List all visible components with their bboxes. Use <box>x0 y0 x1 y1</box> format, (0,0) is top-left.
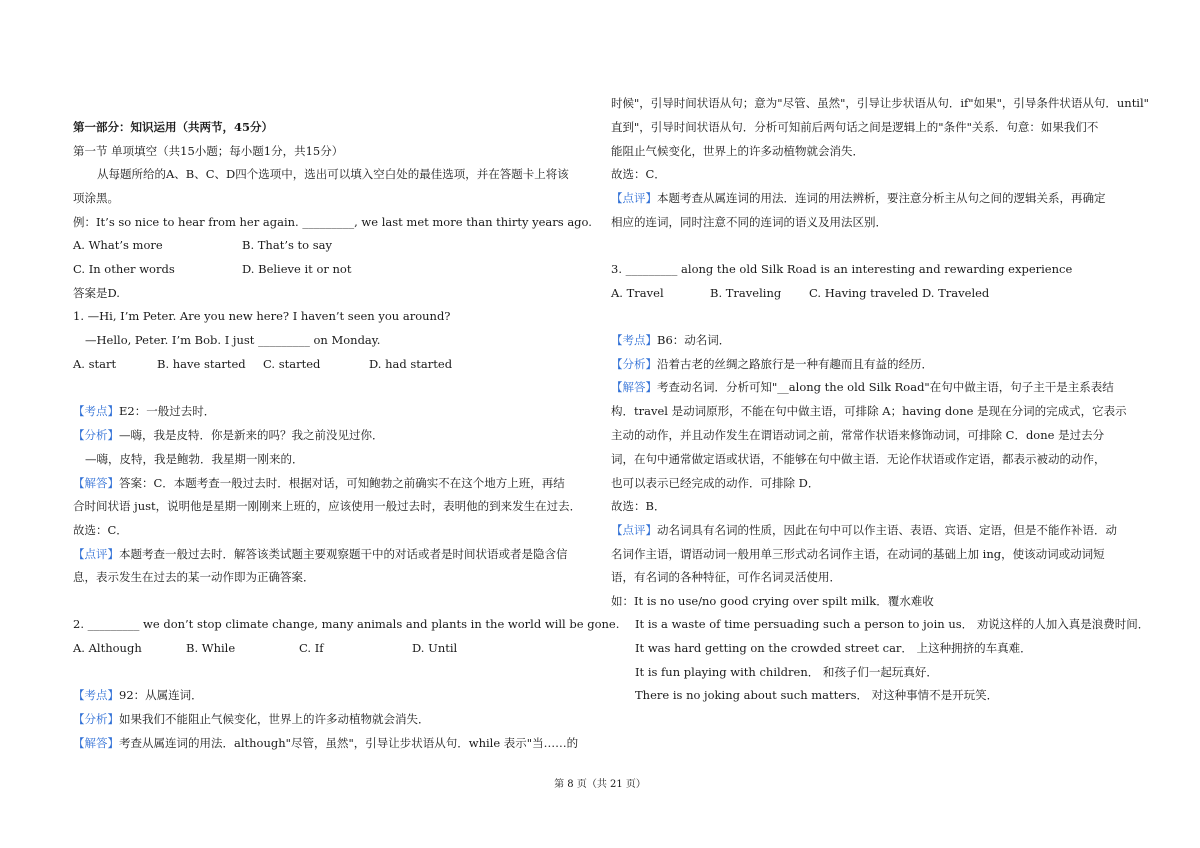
kaodian-tag: 【考点】 <box>73 688 119 702</box>
q1-stem-line-2: —Hello, Peter. I’m Bob. I just _________ on Monday. <box>85 333 381 347</box>
q1-fenxi-line-2: —嗨，皮特，我是鲍勃．我星期一刚来的． <box>85 452 304 466</box>
example-option-d: D. Believe it or not <box>242 262 352 276</box>
jieda-tag: 【解答】 <box>73 476 119 490</box>
jieda-tag: 【解答】 <box>611 380 657 394</box>
q3-option-d: D. Traveled <box>922 286 990 300</box>
dianping-tag: 【点评】 <box>611 523 657 537</box>
jieda-tag: 【解答】 <box>73 736 119 750</box>
q2-dianping-line-2: 相应的连词，同时注意不同的连词的语义及用法区别． <box>611 215 887 229</box>
q3-example-3: It was hard getting on the crowded street car． 上这种拥挤的车真难． <box>635 641 1032 655</box>
instructions-line-1: 从每题所给的A、B、C、D四个选项中，选出可以填入空白处的最佳选项，并在答题卡上将该 <box>97 167 569 181</box>
q3-stem: 3. _________ along the old Silk Road is an interesting and rewarding experience <box>611 262 1073 276</box>
q1-jieda-line-2: 合时间状语 just，说明他是星期一刚刚来上班的，应该使用一般过去时，表明他的到来发生在过去． <box>73 499 582 513</box>
q3-option-b: B. Traveling <box>710 286 782 300</box>
q1-dianping: 【点评】本题考查一般过去时．解答该类试题主要观察题干中的对话或者是时间状语或者是隐含信 <box>73 547 568 561</box>
q1-option-a: A. start <box>73 357 117 371</box>
q3-fenxi: 【分析】沿着古老的丝绸之路旅行是一种有趣而且有益的经历． <box>611 357 933 371</box>
q1-option-c: C. started <box>263 357 321 371</box>
q3-example-4: It is fun playing with children． 和孩子们一起玩真好． <box>635 665 938 679</box>
q2-option-d: D. Until <box>412 641 458 655</box>
q2-option-a: A. Although <box>73 641 142 655</box>
fenxi-tag: 【分析】 <box>611 357 657 371</box>
kaodian-tag: 【考点】 <box>73 404 119 418</box>
example-answer: 答案是D. <box>73 286 120 300</box>
q1-jieda: 【解答】答案：C．本题考查一般过去时．根据对话，可知鲍勃之前确实不在这个地方上班，再结 <box>73 476 565 490</box>
q1-jieda-line-3: 故选：C． <box>73 523 128 537</box>
q3-example-5: There is no joking about such matters． 对这种事情不是开玩笑． <box>635 688 999 702</box>
q3-option-c: C. Having traveled <box>809 286 919 300</box>
example-option-c: C. In other words <box>73 262 175 276</box>
q2-dianping: 【点评】本题考查从属连词的用法．连词的用法辨析，要注意分析主从句之间的逻辑关系，再确定 <box>611 191 1106 205</box>
example-option-b: B. That’s to say <box>242 238 332 252</box>
q3-jieda: 【解答】考查动名词．分析可知"__along the old Silk Road"在句中做主语，句子主干是主系表结 <box>611 380 1114 394</box>
q3-dianping-line-2: 名词作主语，谓语动词一般用单三形式动名词作主语，在动词的基础上加 ing，使该动词或动词短 <box>611 547 1105 561</box>
section-title: 第一部分：知识运用（共两节，45分） <box>73 120 274 134</box>
dianping-tag: 【点评】 <box>611 191 657 205</box>
q1-stem-line-1: 1. —Hi, I’m Peter. Are you new here? I haven’t seen you around? <box>73 309 451 323</box>
q2-option-c: C. If <box>299 641 324 655</box>
q3-jieda-line-2: 构．travel 是动词原形，不能在句中做主语，可排除 A；having done 是现在分词的完成式，它表示 <box>611 404 1127 418</box>
kaodian-tag: 【考点】 <box>611 333 657 347</box>
q1-fenxi: 【分析】—嗨，我是皮特．你是新来的吗？我之前没见过你． <box>73 428 384 442</box>
fenxi-tag: 【分析】 <box>73 428 119 442</box>
q2-jieda-cont-line-1: 时候"，引导时间状语从句；意为"尽管、虽然"，引导让步状语从句．if"如果"，引导条件状语从句．until" <box>611 96 1149 110</box>
q1-option-d: D. had started <box>369 357 453 371</box>
q3-kaodian: 【考点】B6：动名词． <box>611 333 731 347</box>
q1-option-b: B. have started <box>157 357 246 371</box>
q2-fenxi: 【分析】如果我们不能阻止气候变化，世界上的许多动植物就会消失． <box>73 712 430 726</box>
q2-jieda: 【解答】考查从属连词的用法．although"尽管，虽然"，引导让步状语从句．while 表示"当……的 <box>73 736 579 750</box>
q2-jieda-cont-line-4: 故选：C． <box>611 167 666 181</box>
subsection-title: 第一节 单项填空（共15小题；每小题1分，共15分） <box>73 144 344 158</box>
q3-dianping-line-3: 语，有名词的各种特征，可作名词灵活使用． <box>611 570 841 584</box>
example-option-a: A. What’s more <box>73 238 163 252</box>
q3-jieda-line-6: 故选：B． <box>611 499 666 513</box>
dianping-tag: 【点评】 <box>73 547 119 561</box>
page-footer: 第 8 页（共 21 页） <box>554 779 646 790</box>
q1-kaodian: 【考点】E2：一般过去时． <box>73 404 216 418</box>
q3-option-a: A. Travel <box>611 286 664 300</box>
fenxi-tag: 【分析】 <box>73 712 119 726</box>
example-stem: 例：It’s so nice to hear from her again. _________, we last met more than thirty years ago. <box>73 215 592 229</box>
q3-jieda-line-4: 词，在句中通常做定语或状语，不能够在句中做主语．无论作状语或作定语，都表示被动的动作， <box>611 452 1106 466</box>
q3-example-2: It is a waste of time persuading such a person to join us． 劝说这样的人加入真是浪费时间． <box>635 617 1150 631</box>
q1-dianping-line-2: 息，表示发生在过去的某一动作即为正确答案． <box>73 570 315 584</box>
q3-jieda-line-3: 主动的动作，并且动作发生在谓语动词之前，常常作状语来修饰动词，可排除 C．done 是过去分 <box>611 428 1105 442</box>
q3-dianping: 【点评】动名词具有名词的性质，因此在句中可以作主语、表语、宾语、定语，但是不能作补语．动 <box>611 523 1117 537</box>
q2-stem: 2. _________ we don’t stop climate change, many animals and plants in the world will be gone. <box>73 617 620 631</box>
q2-jieda-cont-line-2: 直到"，引导时间状语从句．分析可知前后两句话之间是逻辑上的"条件"关系．句意：如果我们不 <box>611 120 1099 134</box>
q3-example-1: 如：It is no use/no good crying over spilt milk．覆水难收 <box>611 594 934 608</box>
q2-kaodian: 【考点】92：从属连词． <box>73 688 203 702</box>
q3-jieda-line-5: 也可以表示已经完成的动作．可排除 D． <box>611 476 820 490</box>
q2-option-b: B. While <box>186 641 236 655</box>
instructions-line-2: 项涂黑。 <box>73 191 119 205</box>
q2-jieda-cont-line-3: 能阻止气候变化，世界上的许多动植物就会消失． <box>611 144 864 158</box>
